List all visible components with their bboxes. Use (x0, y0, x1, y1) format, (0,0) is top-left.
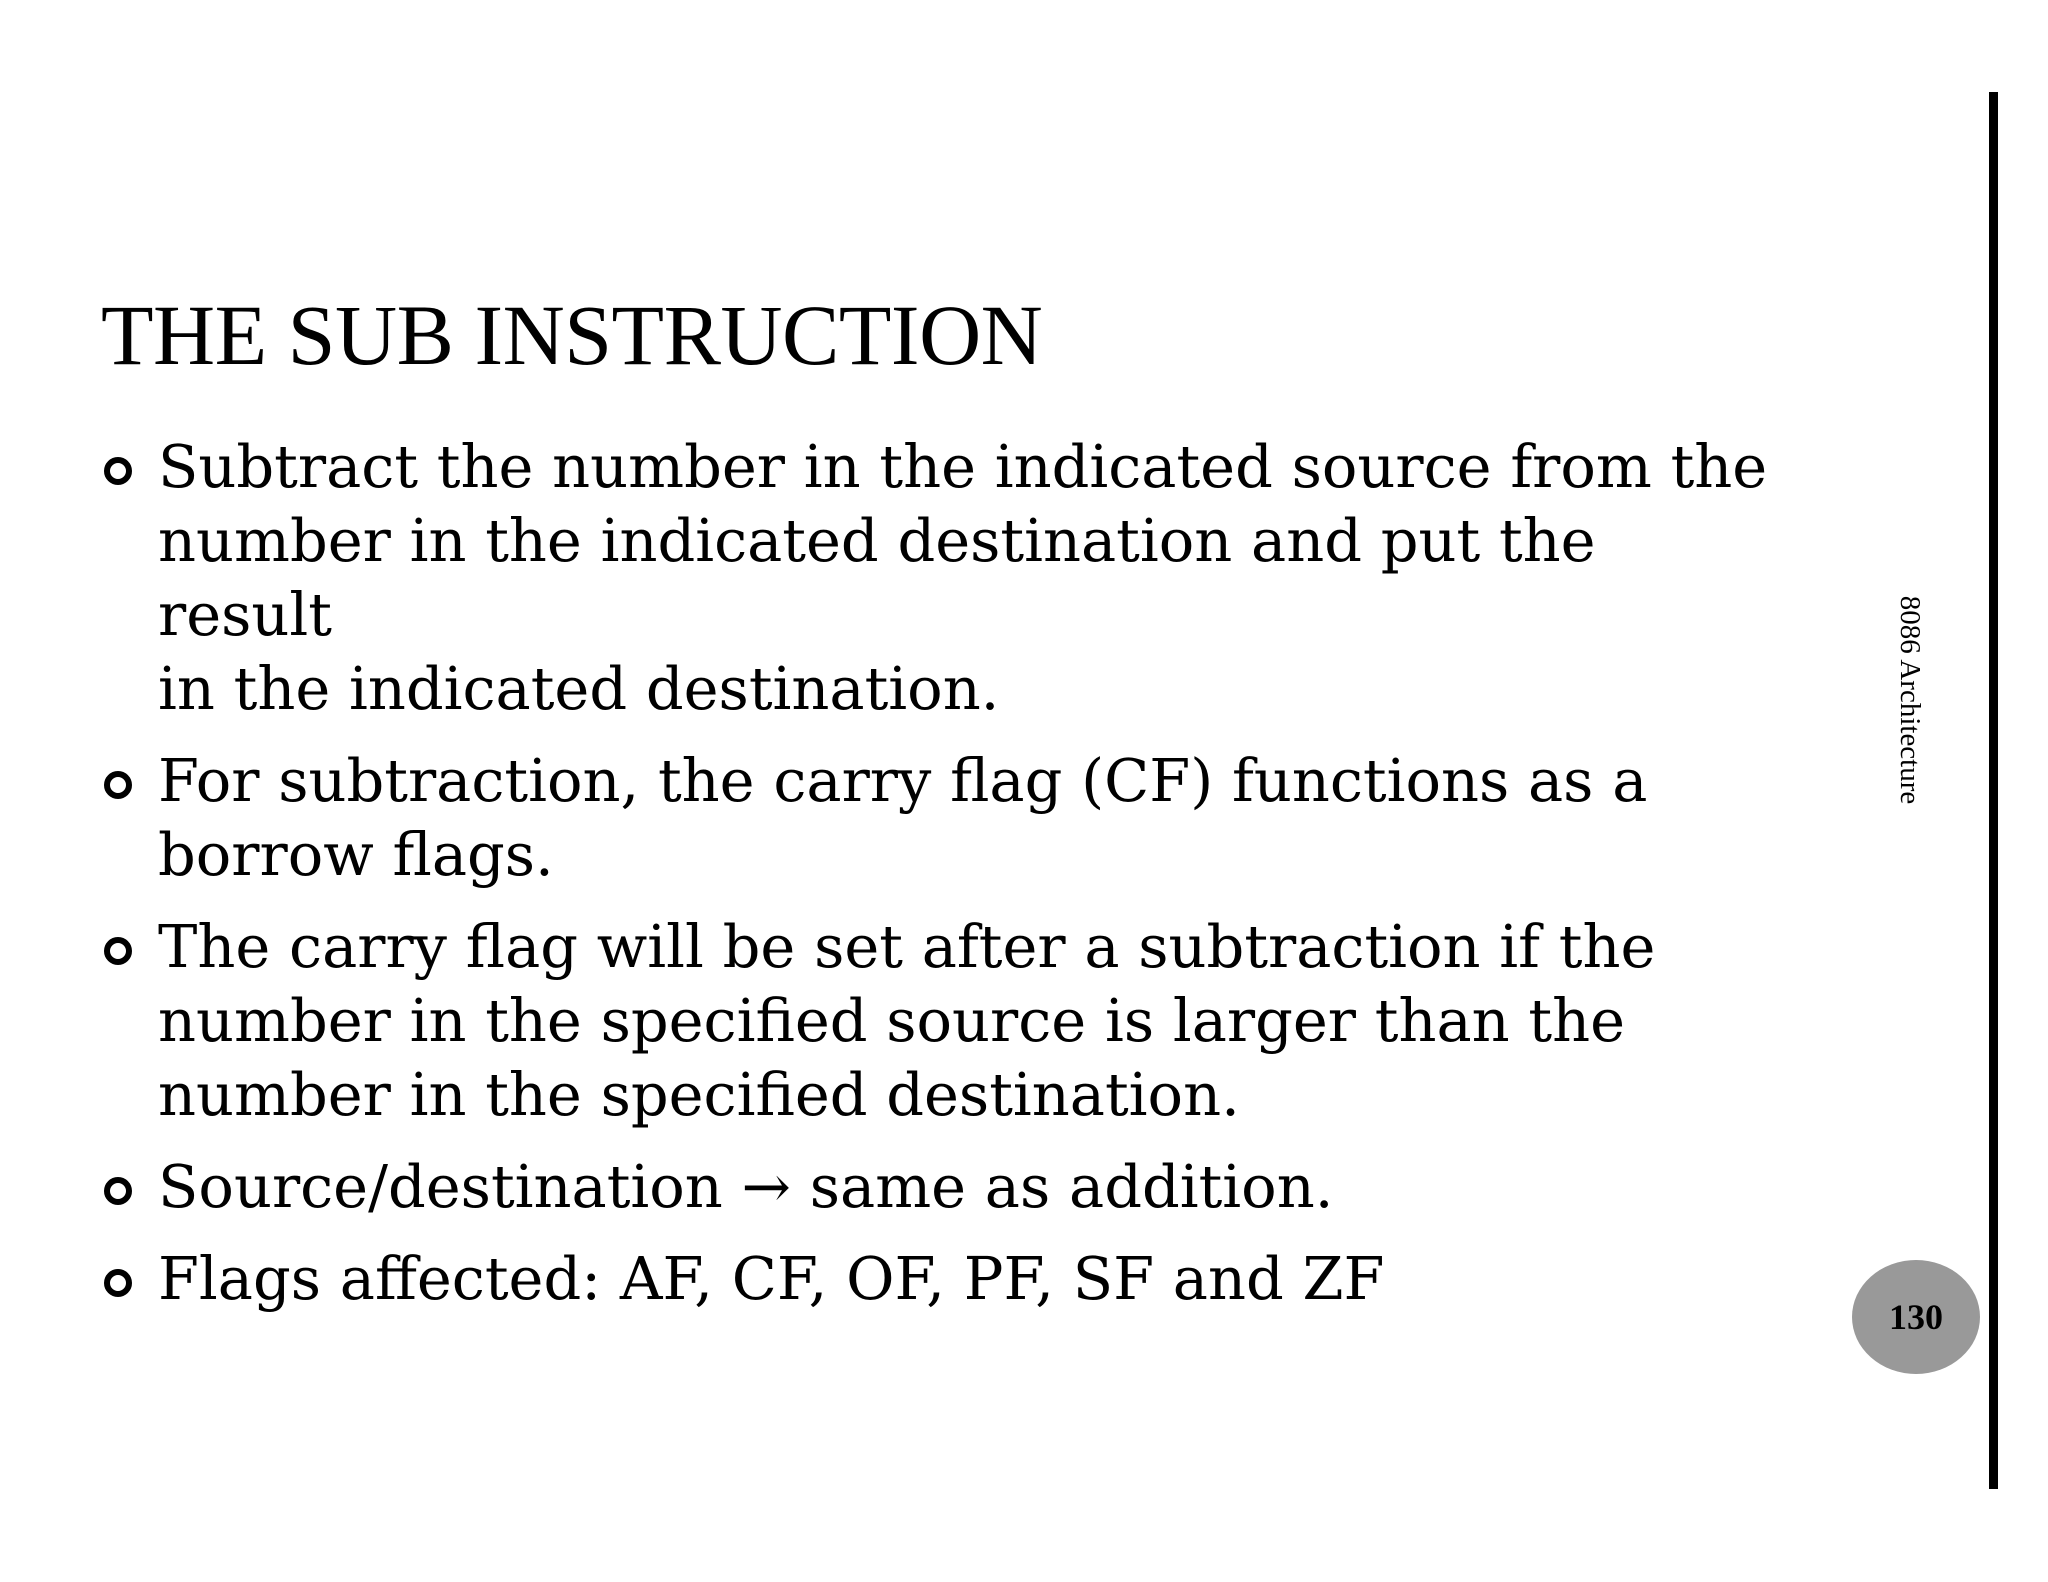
hollow-circle-bullet-icon (104, 937, 132, 965)
side-label: 8086 Architecture (1894, 595, 1926, 805)
bullet-text: Source/destination → same as addition. (158, 1152, 1334, 1221)
hollow-circle-bullet-icon (104, 771, 132, 799)
page-number-badge: 130 (1852, 1260, 1980, 1374)
hollow-circle-bullet-icon (104, 1177, 132, 1205)
side-rule (1989, 92, 1998, 1489)
bullet-item (101, 1242, 1781, 1316)
bullet-item (101, 430, 1781, 726)
bullet-text: For subtraction, the carry flag (CF) functions as a borrow flags. (158, 746, 1648, 889)
hollow-circle-bullet-icon (104, 1269, 132, 1297)
bullet-text: Subtract the number in the indicated source from the number in the indicated destination and put the result in the indicated destination. (158, 432, 1768, 723)
slide-title: THE SUB INSTRUCTION (101, 287, 1043, 383)
bullet-item (101, 1150, 1781, 1224)
hollow-circle-bullet-icon (104, 457, 132, 485)
bullet-list (101, 430, 1781, 1334)
bullet-text: The carry flag will be set after a subtraction if the number in the specified source is larger than the number in the specified destination. (158, 912, 1656, 1129)
bullet-item (101, 744, 1781, 892)
bullet-text: Flags affected: AF, CF, OF, PF, SF and ZF (158, 1244, 1385, 1313)
bullet-item (101, 910, 1781, 1132)
